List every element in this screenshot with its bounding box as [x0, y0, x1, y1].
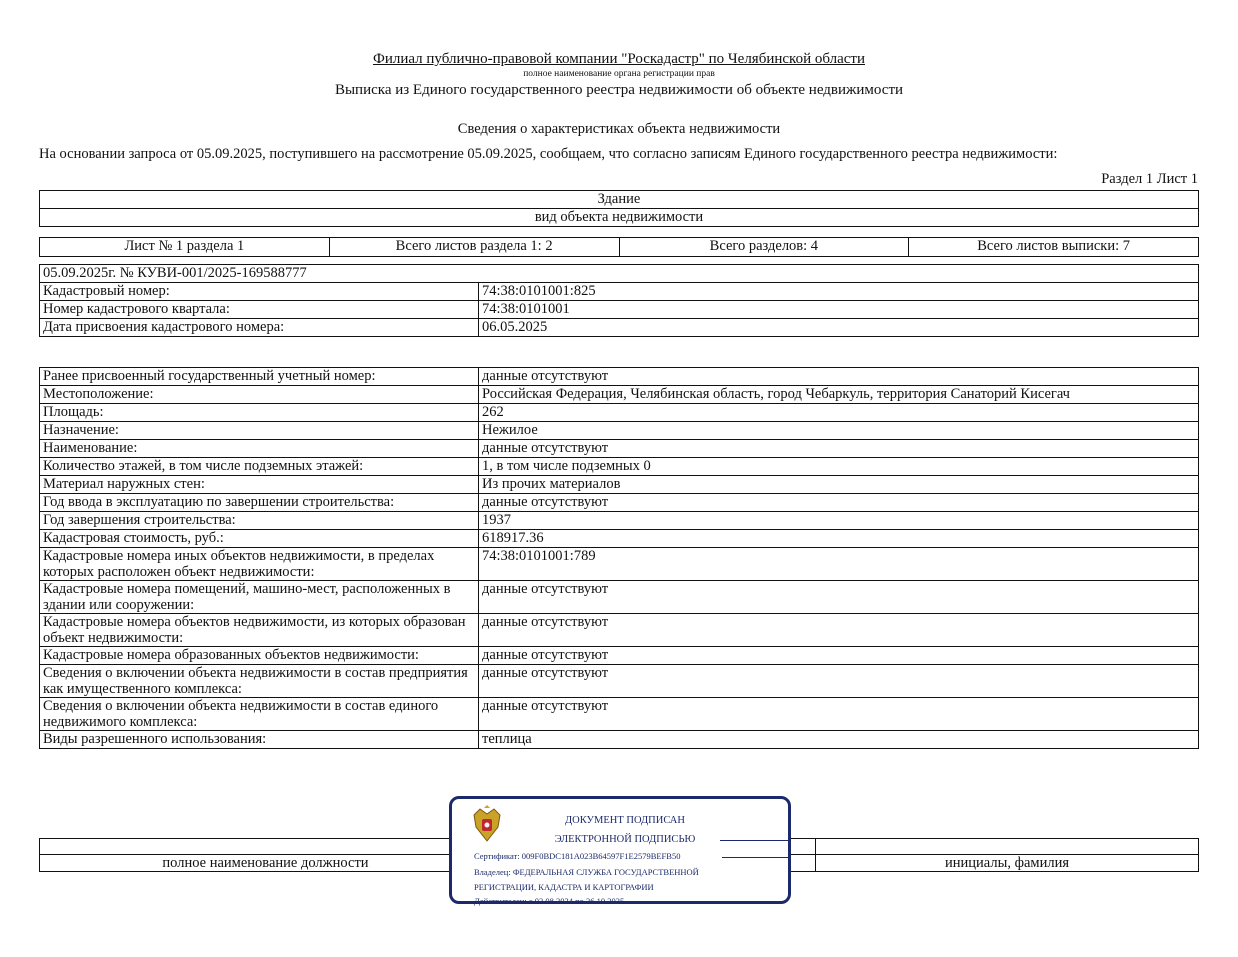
row-label: Номер кадастрового квартала: [40, 301, 479, 319]
row-value: данные отсутствуют [479, 698, 1199, 731]
table-row [40, 404, 1199, 422]
row-label: Год ввода в эксплуатацию по завершении строительства: [40, 494, 479, 512]
row-label: Назначение: [40, 422, 479, 440]
row-value: 74:38:0101001:825 [479, 283, 1199, 301]
row-label: Виды разрешенного использования: [40, 731, 479, 749]
section-title: Сведения о характеристиках объекта недвижимости [457, 121, 781, 137]
row-value: данные отсутствуют [479, 440, 1199, 458]
row-value: данные отсутствуют [479, 368, 1199, 386]
table-row [40, 319, 1199, 337]
row-label: Кадастровый номер: [40, 283, 479, 301]
object-kind-value: Здание [40, 191, 1199, 209]
row-label: Материал наружных стен: [40, 476, 479, 494]
table-row [40, 512, 1199, 530]
table-row [40, 548, 1199, 581]
table-row [40, 731, 1199, 749]
registrar-organization: Филиал публично-правовой компании "Роскадастр" по Челябинской области [372, 51, 865, 67]
row-label: Кадастровые номера иных объектов недвижимости, в пределах которых расположен объект недвижимости: [40, 548, 479, 581]
row-value: 262 [479, 404, 1199, 422]
characteristics-table [39, 367, 1199, 749]
table-row [40, 283, 1199, 301]
registration-number: 05.09.2025г. № КУВИ-001/2025-169588777 [40, 265, 1199, 283]
registration-table [39, 264, 1199, 337]
table-row [40, 494, 1199, 512]
total-sections: Всего разделов: 4 [619, 238, 909, 257]
stamp-certificate: Сертификат: 009F0BDC181A023B64597F1E2579BEFB50 [474, 851, 681, 861]
row-value: 74:38:0101001 [479, 301, 1199, 319]
row-label: Наименование: [40, 440, 479, 458]
stamp-line1: ДОКУМЕНТ ПОДПИСАН [565, 815, 685, 826]
stamp-owner-cont: РЕГИСТРАЦИИ, КАДАСТРА И КАРТОГРАФИИ [474, 882, 654, 892]
row-label: Год завершения строительства: [40, 512, 479, 530]
row-value: данные отсутствуют [479, 614, 1199, 647]
total-sheets-extract: Всего листов выписки: 7 [909, 238, 1199, 257]
table-row [40, 614, 1199, 647]
table-row [40, 698, 1199, 731]
row-value: Из прочих материалов [479, 476, 1199, 494]
row-value: Нежилое [479, 422, 1199, 440]
stamp-owner: Владелец: ФЕДЕРАЛЬНАЯ СЛУЖБА ГОСУДАРСТВЕННОЙ [474, 867, 699, 877]
stamp-valid: Действителен: с 02.08.2024 по 26.10.2025 [474, 896, 625, 906]
row-value: данные отсутствуют [479, 581, 1199, 614]
section-sheet-reference: Раздел 1 Лист 1 [1101, 171, 1198, 187]
table-row [40, 665, 1199, 698]
row-label: Ранее присвоенный государственный учетный номер: [40, 368, 479, 386]
name-caption: инициалы, фамилия [816, 855, 1199, 872]
row-label: Местоположение: [40, 386, 479, 404]
row-value: данные отсутствуют [479, 665, 1199, 698]
electronic-signature-stamp [449, 796, 791, 904]
document-title: Выписка из Единого государственного реестра недвижимости об объекте недвижимости [334, 82, 904, 98]
row-value: теплица [479, 731, 1199, 749]
row-label: Кадастровые номера объектов недвижимости, из которых образован объект недвижимости: [40, 614, 479, 647]
row-label: Сведения о включении объекта недвижимости в состав единого недвижимого комплекса: [40, 698, 479, 731]
row-value: 618917.36 [479, 530, 1199, 548]
row-label: Площадь: [40, 404, 479, 422]
stamp-divider [722, 857, 790, 858]
sheet-info-table [39, 237, 1199, 257]
table-row [40, 581, 1199, 614]
registrar-organization-caption: полное наименование органа регистрации прав [523, 69, 715, 79]
table-row [40, 647, 1199, 665]
row-label: Сведения о включении объекта недвижимости в состав предприятия как имущественного комплекса: [40, 665, 479, 698]
row-label: Кадастровые номера образованных объектов недвижимости: [40, 647, 479, 665]
stamp-line2: ЭЛЕКТРОННОЙ ПОДПИСЬЮ [554, 834, 696, 845]
table-row [40, 458, 1199, 476]
table-row [40, 422, 1199, 440]
table-row [40, 440, 1199, 458]
row-label: Кадастровая стоимость, руб.: [40, 530, 479, 548]
row-label: Кадастровые номера помещений, машино-мест, расположенных в здании или сооружении: [40, 581, 479, 614]
row-value: 06.05.2025 [479, 319, 1199, 337]
row-value: 74:38:0101001:789 [479, 548, 1199, 581]
table-row [40, 476, 1199, 494]
object-kind-table [39, 190, 1199, 227]
row-value: данные отсутствуют [479, 494, 1199, 512]
table-row [40, 530, 1199, 548]
row-value: 1937 [479, 512, 1199, 530]
row-label: Дата присвоения кадастрового номера: [40, 319, 479, 337]
object-kind-caption: вид объекта недвижимости [40, 209, 1199, 227]
row-value: 1, в том числе подземных 0 [479, 458, 1199, 476]
row-label: Количество этажей, в том числе подземных этажей: [40, 458, 479, 476]
sheet-number: Лист № 1 раздела 1 [40, 238, 330, 257]
row-value: данные отсутствуют [479, 647, 1199, 665]
row-value: Российская Федерация, Челябинская область, город Чебаркуль, территория Санаторий Кисегач [479, 386, 1199, 404]
position-caption: полное наименование должности [40, 855, 492, 872]
table-row [40, 368, 1199, 386]
total-sheets-section: Всего листов раздела 1: 2 [329, 238, 619, 257]
position-field [40, 839, 492, 855]
name-field [816, 839, 1199, 855]
request-basis-text: На основании запроса от 05.09.2025, поступившего на рассмотрение 05.09.2025, сообщаем, что согласно записям Единого государственного реестра недвижимости: [39, 146, 1058, 162]
table-row [40, 386, 1199, 404]
table-row [40, 301, 1199, 319]
